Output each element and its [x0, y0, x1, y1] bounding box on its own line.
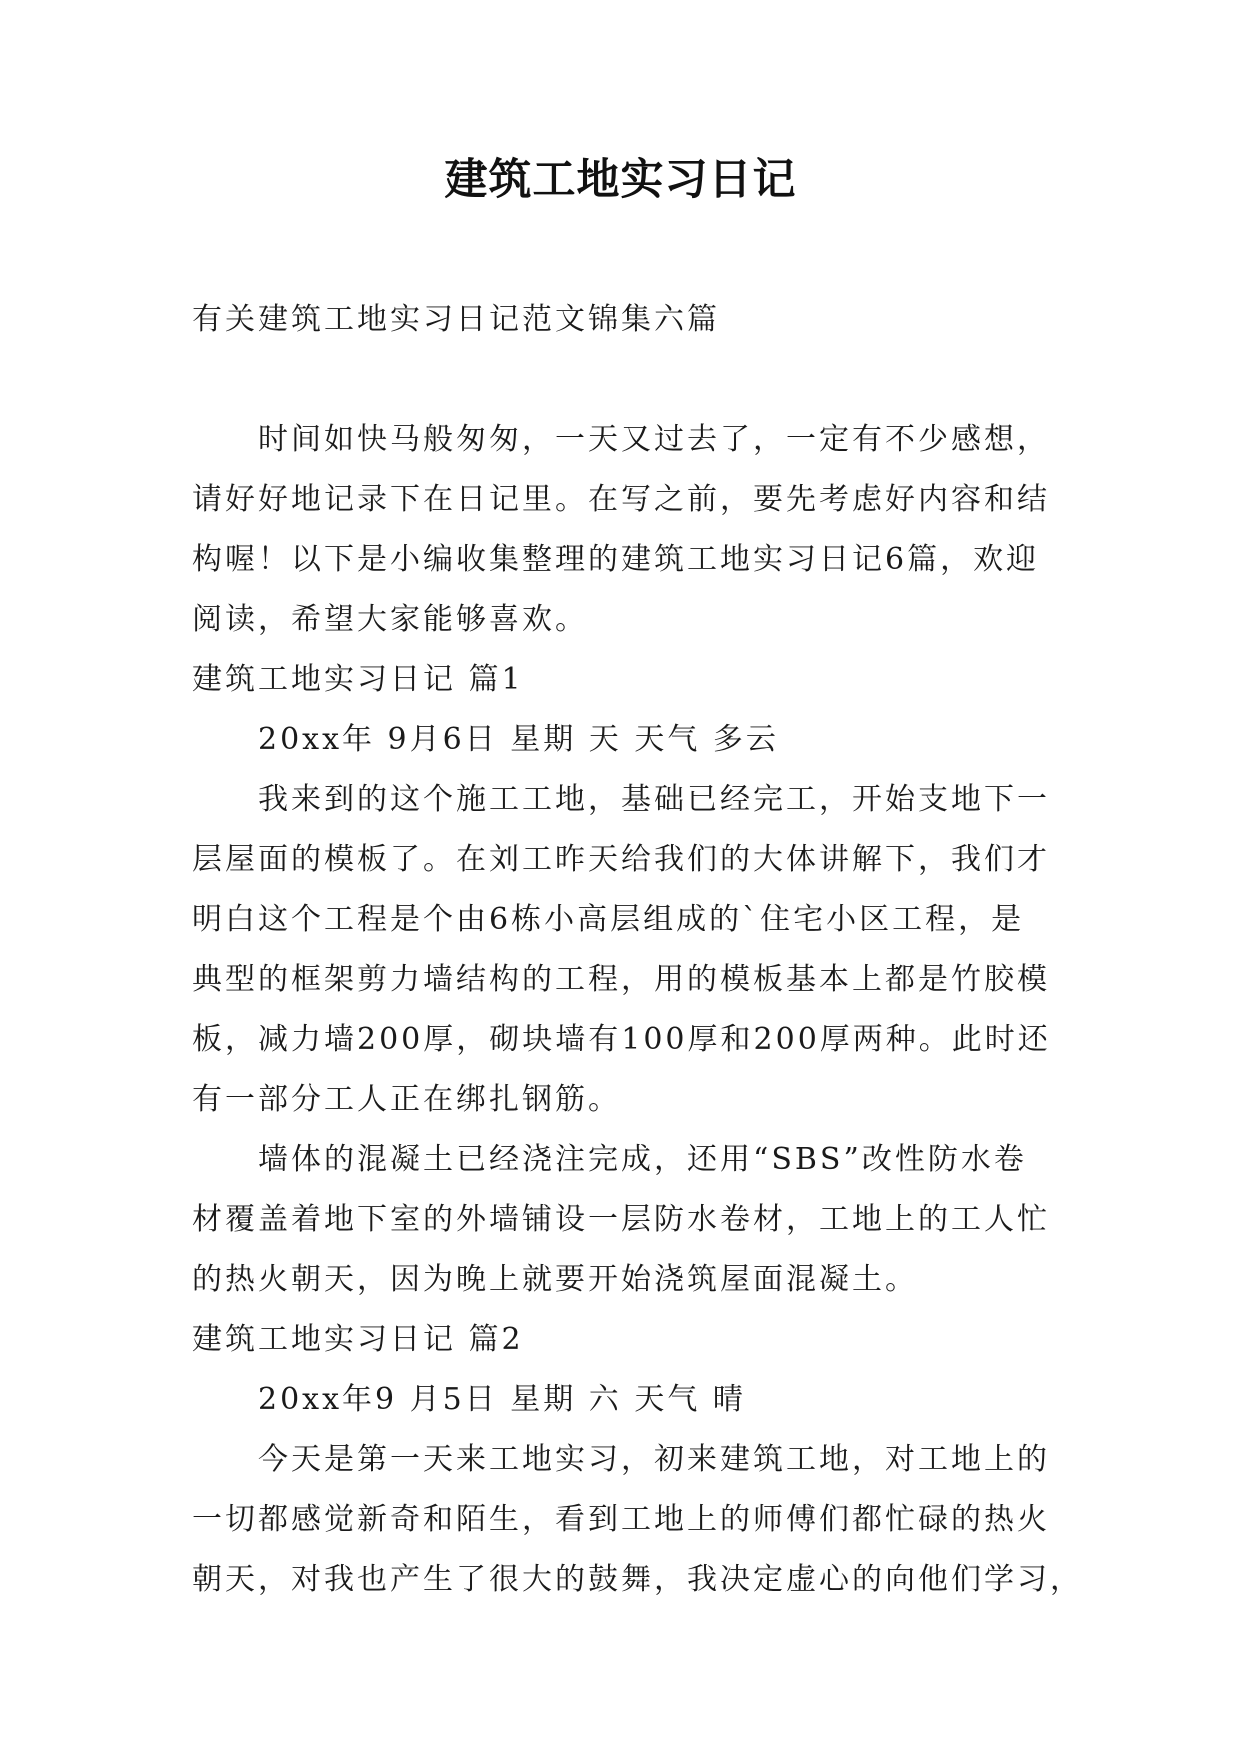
paragraph-line: 墙体的混凝土已经浇注完成，还用“SBS”改性防水卷	[258, 1142, 1027, 1177]
paragraph-line: 明白这个工程是个由6栋小高层组成的`住宅小区工程，是	[192, 902, 1025, 937]
paragraph-line: 有一部分工人正在绑扎钢筋。	[192, 1082, 621, 1117]
paragraph-line: 层屋面的模板了。在刘工昨天给我们的大体讲解下，我们才	[192, 842, 1050, 877]
paragraph-line: 材覆盖着地下室的外墙铺设一层防水卷材，工地上的工人忙	[192, 1202, 1050, 1237]
entry-date: 20xx年9 月5日 星期 六 天气 晴	[258, 1382, 746, 1417]
document-subtitle: 有关建筑工地实习日记范文锦集六篇	[192, 302, 720, 337]
intro-line: 阅读，希望大家能够喜欢。	[192, 602, 588, 637]
paragraph-line: 典型的框架剪力墙结构的工程，用的模板基本上都是竹胶模	[192, 962, 1050, 997]
paragraph-line: 今天是第一天来工地实习，初来建筑工地，对工地上的	[258, 1442, 1050, 1477]
entry-heading: 建筑工地实习日记 篇1	[192, 662, 524, 697]
intro-line: 请好好地记录下在日记里。在写之前，要先考虑好内容和结	[192, 482, 1050, 517]
paragraph-line: 一切都感觉新奇和陌生，看到工地上的师傅们都忙碌的热火	[192, 1502, 1050, 1537]
document-title: 建筑工地实习日记	[444, 155, 797, 205]
paragraph-line: 我来到的这个施工工地，基础已经完工，开始支地下一	[258, 782, 1050, 817]
paragraph-line: 的热火朝天，因为晚上就要开始浇筑屋面混凝土。	[192, 1262, 918, 1297]
intro-line: 时间如快马般匆匆，一天又过去了，一定有不少感想，	[258, 422, 1050, 457]
document-body	[192, 290, 1083, 1610]
paragraph-line: 朝天，对我也产生了很大的鼓舞，我决定虚心的向他们学习，	[192, 1562, 1083, 1597]
entry-heading: 建筑工地实习日记 篇2	[192, 1322, 524, 1357]
intro-line: 构喔！以下是小编收集整理的建筑工地实习日记6篇，欢迎	[192, 542, 1040, 577]
entry-date: 20xx年 9月6日 星期 天 天气 多云	[258, 722, 779, 757]
paragraph-line: 板，减力墙200厚，砌块墙有100厚和200厚两种。此时还	[192, 1022, 1051, 1057]
